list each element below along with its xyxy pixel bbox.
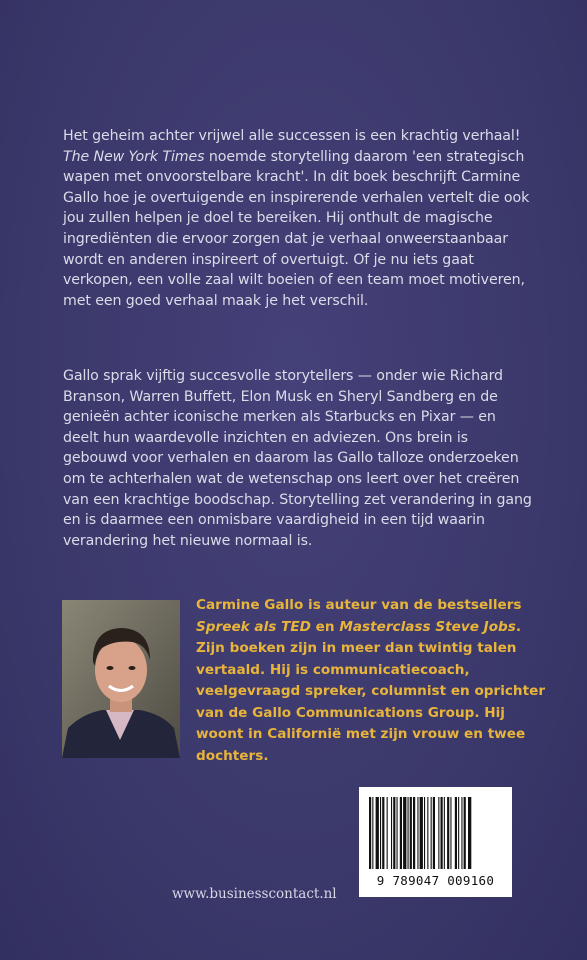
blurb-p1-newspaper-title: The New York Times <box>63 148 205 165</box>
barcode-bars <box>369 797 502 875</box>
bio-text-e: . Zijn boeken zijn in meer dan twintig talen vertaald. Hij is communicatiecoach, veelgevraagd spreker, columnist en oprichter van de Gallo Communications Group. Hij woont in Californië met zijn vrouw en twee dochters. <box>196 618 546 764</box>
blurb-paragraph-1 <box>63 126 533 311</box>
isbn-barcode <box>359 787 512 897</box>
bio-book-title-1: Spreek als TED <box>196 618 311 635</box>
bio-book-title-2: Masterclass Steve Jobs <box>339 618 516 635</box>
isbn-number: 9 789047 009160 <box>376 873 495 888</box>
bio-text-a: Carmine Gallo is auteur van de bestsellers <box>196 597 522 613</box>
blurb-p1-text-a: Het geheim achter vrijwel alle successen is een krachtig verhaal! <box>63 128 521 144</box>
author-photo <box>62 600 180 758</box>
blurb-p1-text-c: noemde storytelling daarom 'een strategisch wapen met onvoorstelbare kracht'. In dit boek beschrijft Carmine Gallo hoe je overtuigende en inspirerende verhalen vertelt die ook jou zullen helpen je doel te bereiken. Hij onthult de magische ingrediënten die ervoor zorgen dat je verhaal onweerstaanbaar wordt en anderen inspireert of overtuigt. Of je nu iets gaat verkopen, een volle zaal wilt boeien of een team moet motiveren, met een goed verhaal maak je het verschil. <box>63 148 530 309</box>
bio-text-c: en <box>310 618 340 635</box>
publisher-website: www.businesscontact.nl <box>172 886 337 902</box>
author-bio <box>196 595 546 767</box>
blurb-paragraph-2: Gallo sprak vijftig succesvolle storytellers — onder wie Richard Branson, Warren Buffett, Elon Musk en Sheryl Sandberg en de genieën achter iconische merken als Starbucks en Pixar — en deelt hun waardevolle inzichten en adviezen. Ons brein is gebouwd voor verhalen en daarom las Gallo talloze onderzoeken om te achterhalen wat de wetenschap ons leert over het creëren van een krachtige boodschap. Storytelling zet verandering in gang en is daarmee een onmisbare vaardigheid in een tijd waarin verandering het nieuwe normaal is. <box>63 368 532 549</box>
